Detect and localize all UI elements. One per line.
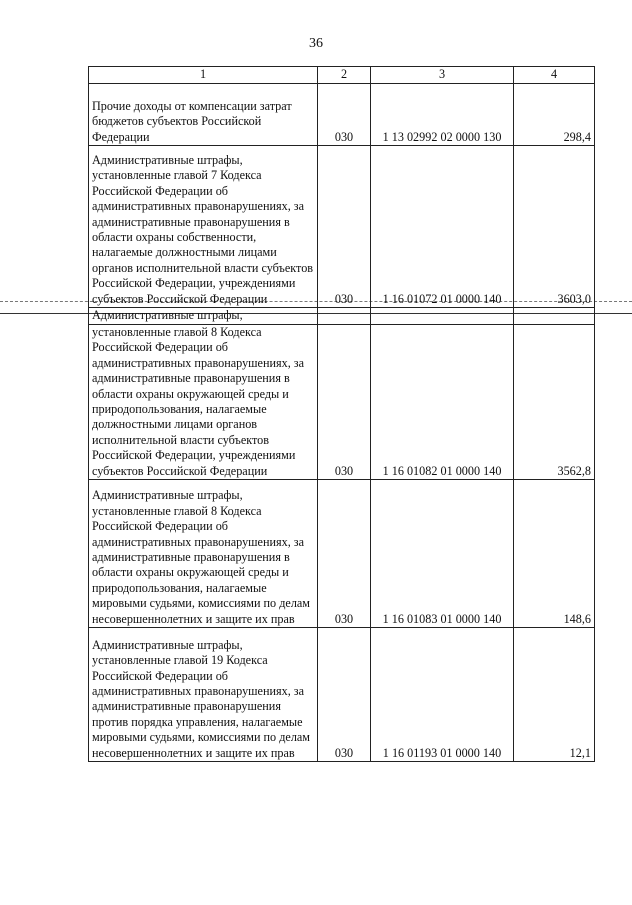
empty-cell bbox=[318, 308, 371, 325]
table-row bbox=[89, 325, 595, 480]
row-code: 030 bbox=[318, 84, 371, 146]
column-header: 2 bbox=[318, 67, 371, 84]
row-name: Административные штрафы, установленные главой 7 Кодекса Российской Федерации об административных правонарушениях, за административные правонарушения в области охраны собственности, налагаемые должностными лицами органов исполнительной власти субъектов Российской Федерации, учреждениями субъектов Российской Федерации bbox=[89, 146, 318, 308]
page-number: 36 bbox=[309, 36, 323, 51]
table-header-row bbox=[89, 67, 595, 84]
row-name: Административные штрафы, установленные главой 8 Кодекса Российской Федерации об административных правонарушениях, за административные правонарушения в области охраны окружающей среды и природопользования, налагаемые мировыми судьями, комиссиями по делам несовершеннолетних и защите их прав bbox=[89, 480, 318, 628]
column-header: 3 bbox=[371, 67, 514, 84]
column-header: 4 bbox=[514, 67, 595, 84]
row-code: 030 bbox=[318, 628, 371, 762]
row-budget-code: 1 16 01083 01 0000 140 bbox=[371, 480, 514, 628]
empty-cell bbox=[514, 308, 595, 325]
row-amount: 148,6 bbox=[514, 480, 595, 628]
row-amount: 3562,8 bbox=[514, 325, 595, 480]
row-budget-code: 1 16 01193 01 0000 140 bbox=[371, 628, 514, 762]
empty-cell bbox=[371, 308, 514, 325]
row-budget-code: 1 16 01072 01 0000 140 bbox=[371, 146, 514, 308]
row-amount: 12,1 bbox=[514, 628, 595, 762]
column-header: 1 bbox=[89, 67, 318, 84]
table-row bbox=[89, 480, 595, 628]
row-amount: 3603,0 bbox=[514, 146, 595, 308]
row-code: 030 bbox=[318, 146, 371, 308]
table-row bbox=[89, 628, 595, 762]
row-name: Административные штрафы, установленные главой 19 Кодекса Российской Федерации об административных правонарушениях, за административные правонарушения против порядка управления, налагаемые мировыми судьями, комиссиями по делам несовершеннолетних и защите их прав bbox=[89, 628, 318, 762]
table-row bbox=[89, 84, 595, 146]
table-row bbox=[89, 146, 595, 308]
revenue-table bbox=[88, 66, 595, 762]
row-name-top: Административные штрафы, bbox=[89, 308, 318, 325]
row-name: установленные главой 8 Кодекса Российской Федерации об административных правонарушениях, за административные правонарушения в области охраны окружающей среды и природопользования, налагаемые должностными лицами органов исполнительной власти субъектов Российской Федерации, учреждениями субъектов Российской Федерации bbox=[89, 325, 318, 480]
table-row-split-top bbox=[89, 308, 595, 325]
row-budget-code: 1 13 02992 02 0000 130 bbox=[371, 84, 514, 146]
row-amount: 298,4 bbox=[514, 84, 595, 146]
row-code: 030 bbox=[318, 325, 371, 480]
row-budget-code: 1 16 01082 01 0000 140 bbox=[371, 325, 514, 480]
row-name: Прочие доходы от компенсации затрат бюджетов субъектов Российской Федерации bbox=[89, 84, 318, 146]
row-code: 030 bbox=[318, 480, 371, 628]
